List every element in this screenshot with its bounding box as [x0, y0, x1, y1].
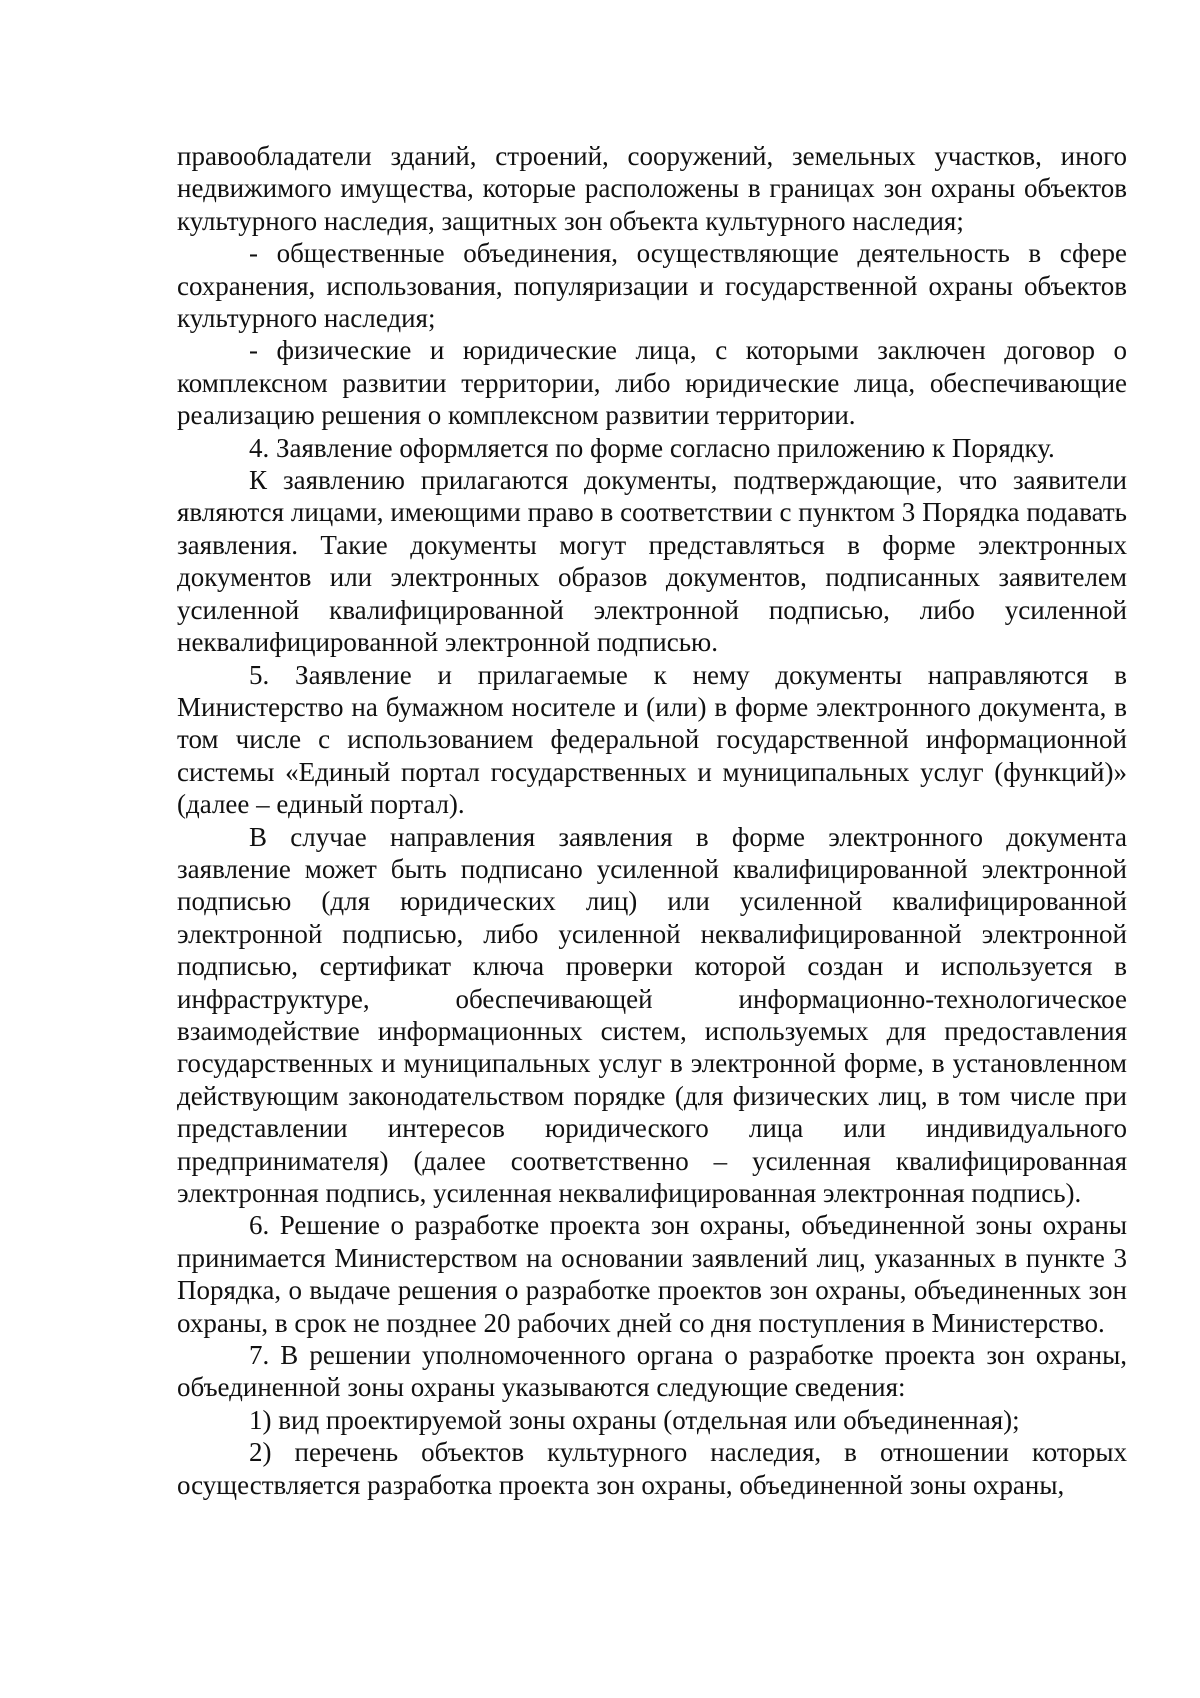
- paragraph-electronic-signature: В случае направления заявления в форме электронного документа заявление может быть подписано усиленной квалифицированной электронной подписью (для юридических лиц) или усиленной квалифицированной электронной подписью, либо усиленной неквалифицированной электронной подписью, сертификат ключа проверки которой создан и используется в инфраструктуре, обеспечивающей информационно-технологическое взаимодействие информационных систем, используемых для предоставления государственных и муниципальных услуг в электронной форме, в установленном действующим законодательством порядке (для физических лиц, в том числе при представлении интересов юридического лица или индивидуального предпринимателя) (далее соответственно – усиленная квалифицированная электронная подпись, усиленная неквалифицированная электронная подпись).: [177, 821, 1127, 1208]
- paragraph-subitem-1: 1) вид проектируемой зоны охраны (отдельная или объединенная);: [249, 1404, 1020, 1435]
- document-body: [177, 140, 1127, 1501]
- paragraph-individuals-legal-entities: - физические и юридические лица, с которыми заключен договор о комплексном развитии территории, либо юридические лица, обеспечивающие реализацию решения о комплексном развитии территории.: [177, 335, 1127, 431]
- paragraph-item-4: 4. Заявление оформляется по форме согласно приложению к Порядку.: [249, 432, 1055, 463]
- paragraph-rights-holders: правообладатели зданий, строений, сооружений, земельных участков, иного недвижимого имущества, которые расположены в границах зон охраны объектов культурного наследия, защитных зон объекта культурного наследия;: [177, 141, 1127, 236]
- paragraph-item-5: 5. Заявление и прилагаемые к нему документы направляются в Министерство на бумажном носителе и (или) в форме электронного документа, в том числе с использованием федеральной государственной информационной системы «Единый портал государственных и муниципальных услуг (функций)» (далее – единый портал).: [177, 659, 1127, 820]
- paragraph-public-associations: - общественные объединения, осуществляющие деятельность в сфере сохранения, использования, популяризации и государственной охраны объектов культурного наследия;: [177, 238, 1127, 334]
- paragraph-item-7: 7. В решении уполномоченного органа о разработке проекта зон охраны, объединенной зоны охраны указываются следующие сведения:: [177, 1340, 1127, 1403]
- paragraph-item-6: 6. Решение о разработке проекта зон охраны, объединенной зоны охраны принимается Министерством на основании заявлений лиц, указанных в пункте 3 Порядка, о выдаче решения о разработке проектов зон охраны, объединенных зон охраны, в срок не позднее 20 рабочих дней со дня поступления в Министерство.: [177, 1210, 1127, 1338]
- paragraph-attached-documents: К заявлению прилагаются документы, подтверждающие, что заявители являются лицами, имеющими право в соответствии с пунктом 3 Порядка подавать заявления. Такие документы могут представляться в форме электронных документов или электронных образов документов, подписанных заявителем усиленной квалифицированной электронной подписью, либо усиленной неквалифицированной электронной подписью.: [177, 465, 1127, 658]
- paragraph-subitem-2: 2) перечень объектов культурного наследия, в отношении которых осуществляется разработка проекта зон охраны, объединенной зоны охраны,: [177, 1437, 1127, 1500]
